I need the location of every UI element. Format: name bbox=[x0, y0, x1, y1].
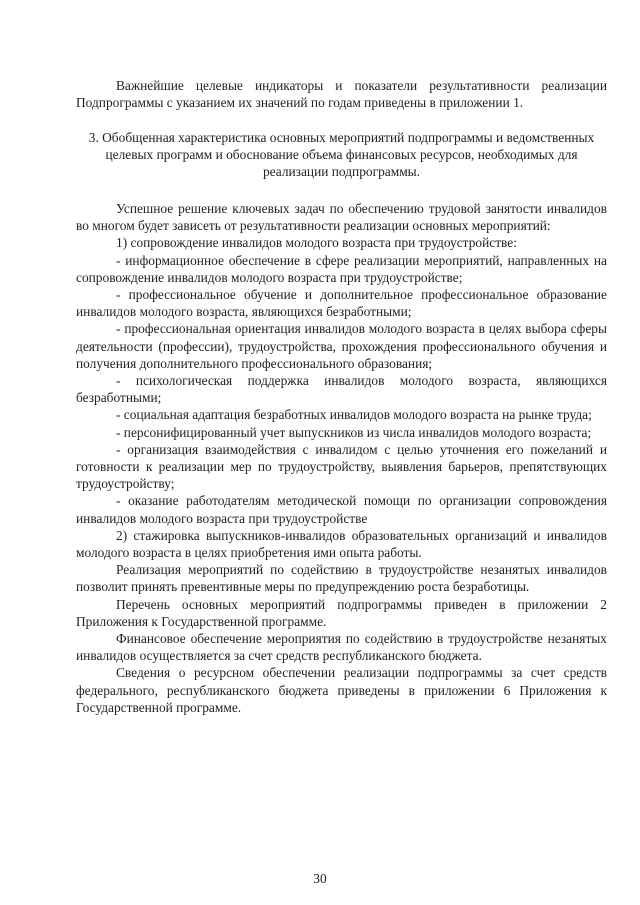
paragraph: Сведения о ресурсном обеспечении реализации подпрограммы за счет средств федерального, республиканского бюджета приведены в приложении 6 Приложения к Государственной программе. bbox=[76, 665, 607, 715]
paragraph: 2) стажировка выпускников-инвалидов образовательных организаций и инвалидов молодого возраста в целях приобретения ими опыта работы. bbox=[76, 527, 607, 561]
list-item: - психологическая поддержка инвалидов молодого возраста, являющихся безработными; bbox=[76, 373, 607, 406]
paragraph: Финансовое обеспечение мероприятия по содействию в трудоустройстве незанятых инвалидов осуществляется за счет средств республиканского бюджета. bbox=[76, 631, 607, 664]
body-text bbox=[76, 200, 607, 716]
section-heading: 3. Обобщенная характеристика основных мероприятий подпрограммы и ведомственных целевых программ и обоснование объема финансовых ресурсов, необходимых для реализации подпрограммы. bbox=[88, 130, 595, 180]
list-item: - организация взаимодействия с инвалидом с целью уточнения его пожеланий и готовности к реализации мер по трудоустройству, выявления барьеров, препятствующих трудоустройству; bbox=[76, 441, 607, 492]
paragraph: Реализация мероприятий по содействию в трудоустройстве незанятых инвалидов позволит принять превентивные меры по предупреждению роста безработицы. bbox=[76, 562, 607, 595]
paragraph: Успешное решение ключевых задач по обеспечению трудовой занятости инвалидов во многом будет зависеть от результативности реализации основных мероприятий: bbox=[76, 201, 607, 234]
list-item: - профессиональная ориентация инвалидов молодого возраста в целях выбора сферы деятельности (профессии), трудоустройства, прохождения профессионального обучения и получения дополнительного профессионального образования; bbox=[76, 321, 607, 371]
list-item: - персонифицированный учет выпускников из числа инвалидов молодого возраста; bbox=[116, 424, 592, 440]
list-item: - информационное обеспечение в сфере реализации мероприятий, направленных на сопровождение инвалидов молодого возраста при трудоустройстве; bbox=[76, 252, 607, 285]
intro-paragraph: Важнейшие целевые индикаторы и показатели результативности реализации Подпрограммы с указанием их значений по годам приведены в приложении 1. bbox=[76, 78, 607, 111]
list-item: - социальная адаптация безработных инвалидов молодого возраста на рынке труда; bbox=[116, 407, 592, 423]
page-number: 30 bbox=[313, 871, 327, 886]
paragraph: Перечень основных мероприятий подпрограммы приведен в приложении 2 Приложения к Государственной программе. bbox=[76, 596, 607, 629]
list-item: - оказание работодателям методической помощи по организации сопровождения инвалидов молодого возраста при трудоустройстве bbox=[76, 493, 607, 526]
list-item: - профессиональное обучение и дополнительное профессиональное образование инвалидов молодого возраста, являющихся безработными; bbox=[76, 287, 607, 320]
paragraph: 1) сопровождение инвалидов молодого возраста при трудоустройстве: bbox=[116, 235, 517, 251]
